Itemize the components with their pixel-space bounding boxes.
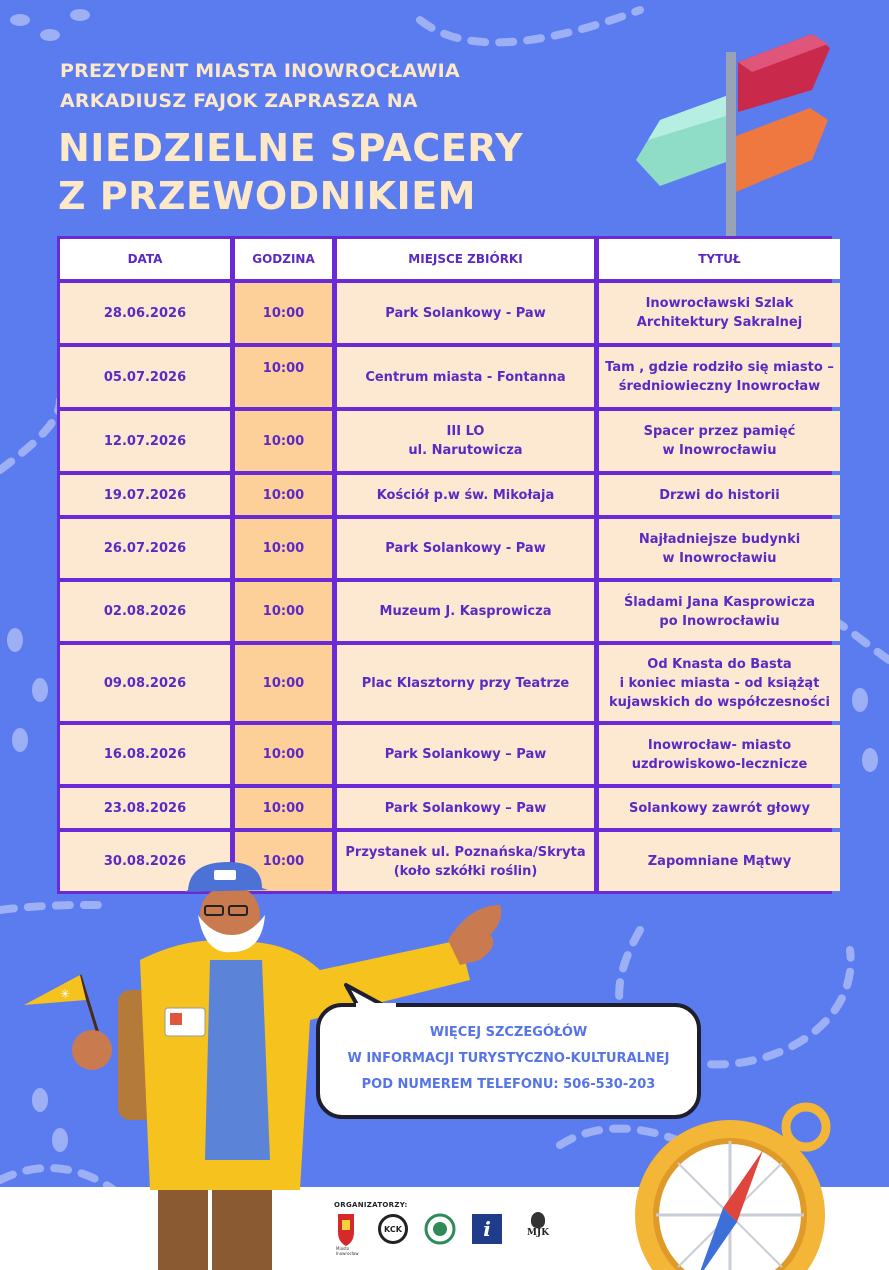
row-time: 10:00	[235, 283, 332, 343]
row-place: Park Solankowy - Paw	[337, 283, 594, 343]
mjk-logo-text: MJK	[526, 1228, 550, 1238]
row-time: 10:00	[235, 582, 332, 641]
page-title: NIEDZIELNE SPACERY Z PRZEWODNIKIEM	[58, 126, 523, 218]
row-title: Drzwi do historii	[599, 475, 840, 515]
row-title: Najładniejsze budynki w Inowrocławiu	[599, 519, 840, 578]
row-time: 10:00	[235, 411, 332, 471]
row-place: Przystanek ul. Poznańska/Skryta (koło szkółki roślin)	[337, 832, 594, 891]
row-date: 23.08.2026	[60, 788, 230, 828]
row-title: Inowrocław- miasto uzdrowiskowo-lecznicze	[599, 725, 840, 784]
header-intro: PREZYDENT MIASTA INOWROCŁAWIA ARKADIUSZ FAJOK ZAPRASZA NA	[60, 60, 460, 112]
mjk-portrait-icon	[531, 1212, 545, 1228]
row-time: 10:00	[235, 645, 332, 721]
row-date: 02.08.2026	[60, 582, 230, 641]
row-date: 05.07.2026	[60, 347, 230, 407]
row-date: 09.08.2026	[60, 645, 230, 721]
row-date: 28.06.2026	[60, 283, 230, 343]
row-date: 26.07.2026	[60, 519, 230, 578]
svg-text:✳: ✳	[60, 987, 71, 1001]
round-green-logo-icon	[424, 1213, 456, 1245]
row-title: Solankowy zawrót głowy	[599, 788, 840, 828]
row-title: Inowrocławski Szlak Architektury Sakralnej	[599, 283, 840, 343]
info-i-text: i	[483, 1217, 491, 1241]
organizers-label: ORGANIZATORZY:	[334, 1201, 408, 1209]
mjk-museum-logo-icon	[522, 1212, 554, 1248]
row-place: III LO ul. Narutowicza	[337, 411, 594, 471]
row-title: Od Knasta do Basta i koniec miasta - od książąt kujawskich do współczesności	[599, 645, 840, 721]
row-title: Zapomniane Mątwy	[599, 832, 840, 891]
row-date: 16.08.2026	[60, 725, 230, 784]
row-place: Park Solankowy - Paw	[337, 519, 594, 578]
row-place: Centrum miasta - Fontanna	[337, 347, 594, 407]
row-place: Muzeum J. Kasprowicza	[337, 582, 594, 641]
kck-logo-icon	[378, 1214, 408, 1244]
row-date: 30.08.2026	[60, 832, 230, 891]
row-time: 10:00	[235, 475, 332, 515]
row-title: Tam , gdzie rodziło się miasto – średniowieczny Inowrocław	[599, 347, 840, 407]
row-time: 10:00	[235, 725, 332, 784]
city-crest-caption: Miasto Inowrocław	[336, 1246, 359, 1256]
row-place: Park Solankowy – Paw	[337, 725, 594, 784]
row-place: Plac Klasztorny przy Teatrze	[337, 645, 594, 721]
info-i-icon	[472, 1214, 502, 1244]
column-header-title: TYTUŁ	[599, 239, 840, 279]
column-header-date: DATA	[60, 239, 230, 279]
row-title: Spacer przez pamięć w Inowrocławiu	[599, 411, 840, 471]
column-header-time: GODZINA	[235, 239, 332, 279]
kck-logo-text: KCK	[384, 1224, 402, 1234]
row-place: Kościół p.w św. Mikołaja	[337, 475, 594, 515]
row-date: 19.07.2026	[60, 475, 230, 515]
row-place: Park Solankowy – Paw	[337, 788, 594, 828]
row-title: Śladami Jana Kasprowicza po Inowrocławiu	[599, 582, 840, 641]
info-bubble-text: WIĘCEJ SZCZEGÓŁÓW W INFORMACJI TURYSTYCZNO-KULTURALNEJ POD NUMEREM TELEFONU: 506-530-203	[347, 1025, 670, 1092]
row-time: 10:00	[235, 347, 332, 407]
row-date: 12.07.2026	[60, 411, 230, 471]
row-time: 10:00	[235, 832, 332, 891]
row-time: 10:00	[235, 519, 332, 578]
row-time: 10:00	[235, 788, 332, 828]
column-header-place: MIEJSCE ZBIÓRKI	[337, 239, 594, 279]
